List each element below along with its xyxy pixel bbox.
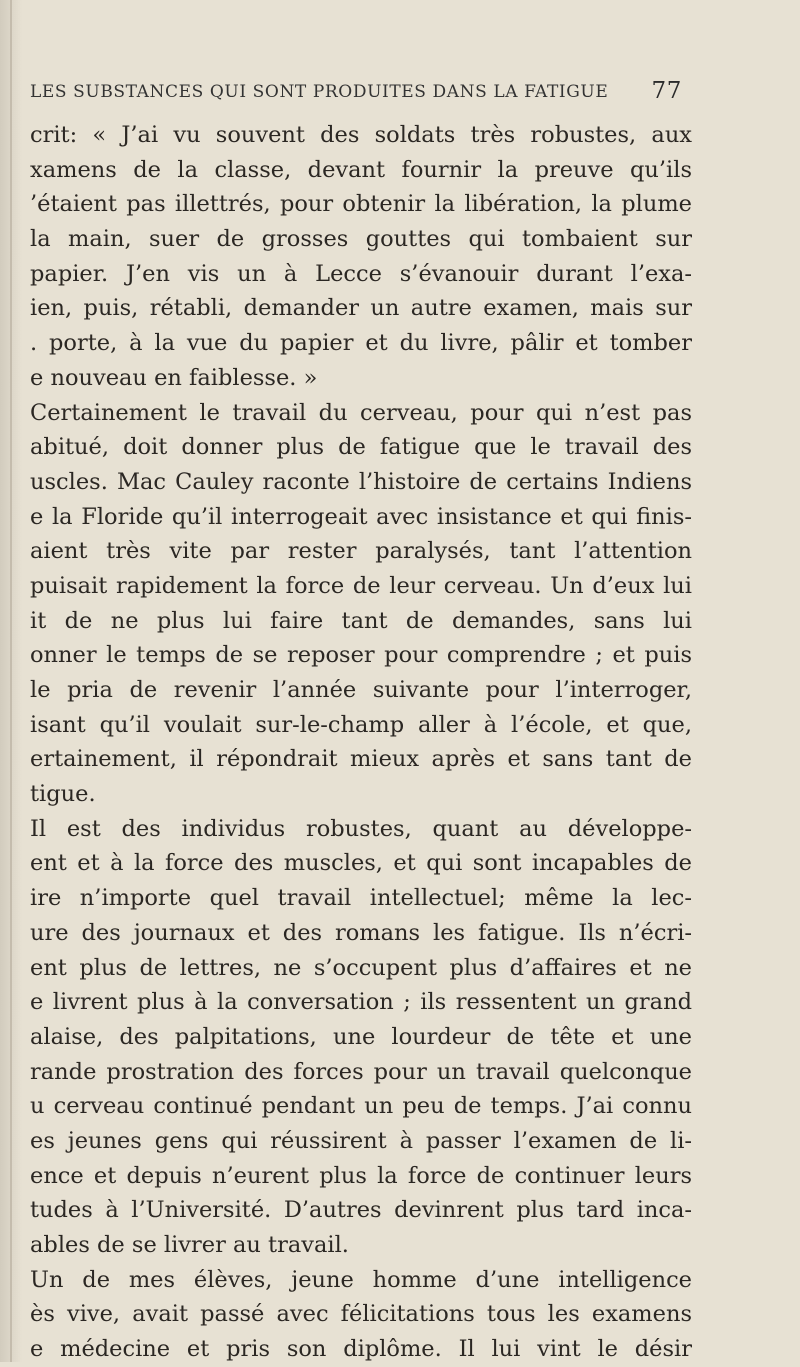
text-line: e médecine et pris son diplôme. Il lui vint le désir	[30, 1336, 692, 1363]
text-line: e livrent plus à la conversation ; ils ressentent un grand	[30, 989, 692, 1016]
text-line: papier. J’en vis un à Lecce s’évanouir durant l’exa-	[30, 260, 692, 287]
text-line: es jeunes gens qui réussirent à passer l’examen de li-	[30, 1127, 692, 1154]
text-line: ence et depuis n’eurent plus la force de continuer leurs	[30, 1162, 692, 1189]
text-line: ’étaient pas illettrés, pour obtenir la libération, la plume	[30, 191, 692, 218]
text-line: ertainement, il répondrait mieux après et sans tant de	[30, 746, 692, 773]
text-line: alaise, des palpitations, une lourdeur de tête et une	[30, 1023, 692, 1050]
text-line: e nouveau en faiblesse. »	[30, 364, 318, 391]
text-line: Un de mes élèves, jeune homme d’une intelligence	[30, 1266, 692, 1293]
text-line: ent plus de lettres, ne s’occupent plus d’affaires et ne	[30, 954, 692, 981]
text-line: xamens de la classe, devant fournir la preuve qu’ils	[30, 156, 692, 183]
body-text	[30, 118, 800, 1367]
text-line: rande prostration des forces pour un travail quelconque	[30, 1058, 692, 1085]
page-number: 77	[651, 78, 682, 104]
text-line: ire n’importe quel travail intellectuel; même la lec-	[30, 885, 692, 912]
text-line: ès vive, avait passé avec félicitations tous les examens	[30, 1301, 692, 1328]
text-line: ure des journaux et des romans les fatigue. Ils n’écri-	[30, 919, 692, 946]
text-line: e la Floride qu’il interrogeait avec insistance et qui finis-	[30, 503, 692, 530]
text-line: le pria de revenir l’année suivante pour l’interroger,	[30, 677, 692, 703]
text-line: isant qu’il voulait sur-le-champ aller à l’école, et que,	[30, 711, 692, 738]
running-head-title: LES SUBSTANCES QUI SONT PRODUITES DANS LA FATIGUE	[30, 82, 609, 102]
text-line: tigue.	[30, 781, 96, 808]
text-line: tudes à l’Université. D’autres devinrent plus tard inca-	[30, 1197, 692, 1224]
text-line: onner le temps de se reposer pour comprendre ; et puis	[30, 642, 692, 669]
text-line: it de ne plus lui faire tant de demandes, sans lui	[30, 607, 692, 634]
text-line: ables de se livrer au travail.	[30, 1232, 349, 1258]
text-line: crit: « J’ai vu souvent des soldats très robustes, aux	[30, 122, 692, 148]
text-line: . porte, à la vue du papier et du livre, pâlir et tomber	[30, 330, 692, 357]
text-line: Il est des individus robustes, quant au développe-	[30, 815, 692, 842]
text-line: uscles. Mac Cauley raconte l’histoire de certains Indiens	[30, 468, 692, 495]
text-line: la main, suer de grosses gouttes qui tombaient sur	[30, 226, 692, 253]
gutter-shadow-line	[10, 0, 12, 1362]
text-line: u cerveau continué pendant un peu de temps. J’ai connu	[30, 1093, 692, 1120]
book-page	[30, 78, 800, 1367]
text-line: ien, puis, rétabli, demander un autre examen, mais sur	[30, 295, 692, 322]
text-line: abitué, doit donner plus de fatigue que le travail des	[30, 434, 692, 461]
text-line: ent et à la force des muscles, et qui sont incapables de	[30, 850, 692, 877]
running-head	[30, 78, 682, 108]
text-line: Certainement le travail du cerveau, pour qui n’est pas	[30, 399, 692, 426]
text-line: puisait rapidement la force de leur cerveau. Un d’eux lui	[30, 572, 692, 599]
text-line: aient très vite par rester paralysés, tant l’attention	[30, 538, 692, 565]
